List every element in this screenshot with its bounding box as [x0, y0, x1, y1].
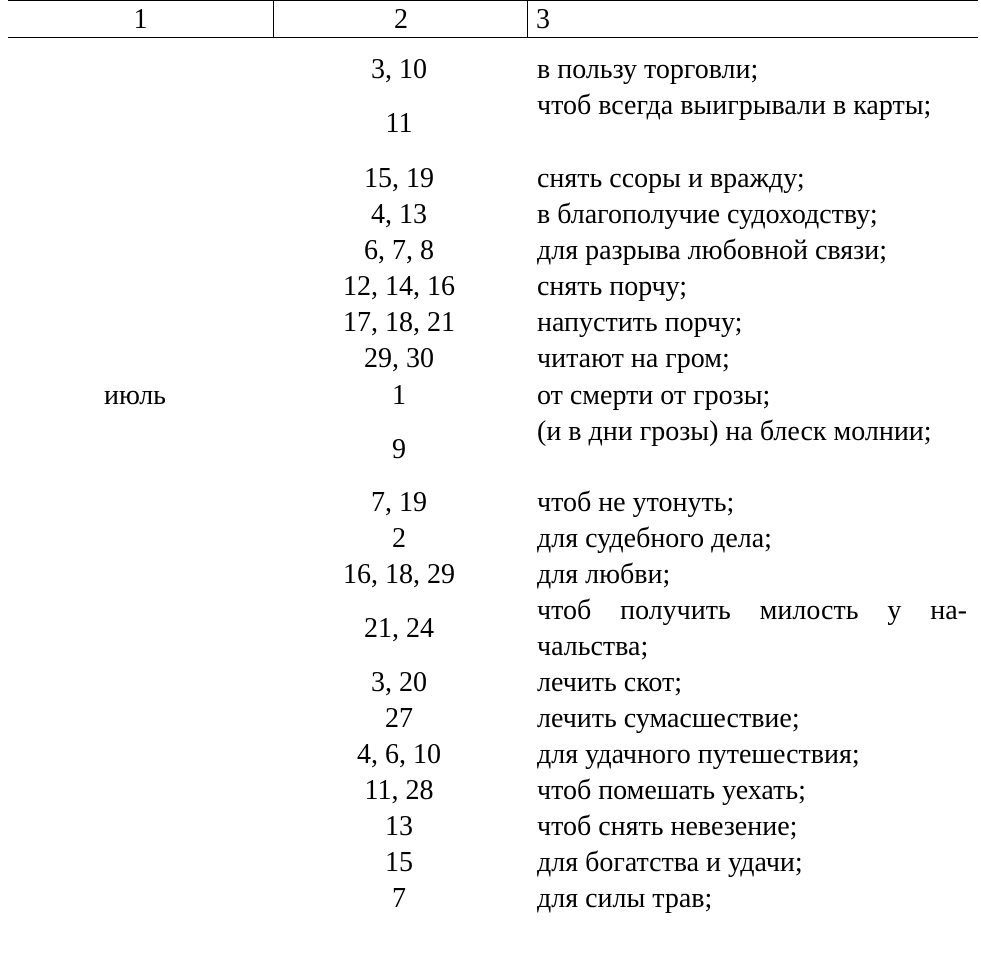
row-days: 7 — [392, 883, 406, 914]
row-purpose: (и в дни грозы) на блеск молнии; — [537, 416, 932, 447]
row-purpose: для богатства и удачи; — [537, 847, 803, 878]
row-days: 13 — [385, 811, 413, 842]
row-purpose: от смерти от грозы; — [537, 380, 771, 411]
row-purpose: чтоб получить милость у на-чальства; — [537, 595, 967, 662]
row-days: 15 — [385, 847, 413, 878]
row-purpose: чтоб всегда выигрывали в карты; — [537, 90, 932, 121]
row-days: 17, 18, 21 — [343, 307, 455, 338]
row-purpose: для разрыва любовной связи; — [537, 235, 887, 266]
row-purpose: снять порчу; — [537, 271, 688, 302]
row-days: 3, 10 — [371, 54, 427, 85]
row-purpose: лечить сумасшествие; — [537, 703, 800, 734]
row-purpose: лечить скот; — [537, 667, 683, 698]
row-days: 12, 14, 16 — [343, 271, 455, 302]
row-days: 11, 28 — [364, 775, 434, 806]
row-purpose: для силы трав; — [537, 883, 713, 914]
row-purpose: для любви; — [537, 559, 671, 590]
row-purpose: чтоб помешать уехать; — [537, 775, 806, 806]
row-purpose: в благополучие судоходству; — [537, 199, 878, 230]
row-days: 6, 7, 8 — [364, 235, 434, 266]
row-purpose: читают на гром; — [537, 343, 730, 374]
row-days: 2 — [392, 523, 406, 554]
month-label: июль — [104, 380, 166, 411]
row-days: 11 — [385, 108, 413, 139]
row-days: 4, 6, 10 — [357, 739, 441, 770]
row-days: 9 — [392, 434, 406, 465]
row-days: 15, 19 — [364, 163, 434, 194]
row-days: 4, 13 — [371, 199, 427, 230]
header-col-2: 2 — [273, 1, 528, 37]
row-purpose: для удачного путешествия; — [537, 739, 860, 770]
row-days: 1 — [392, 380, 406, 411]
row-days: 3, 20 — [371, 667, 427, 698]
row-purpose: для судебного дела; — [537, 523, 772, 554]
row-days: 21, 24 — [364, 613, 434, 644]
row-days: 16, 18, 29 — [343, 559, 455, 590]
row-days: 29, 30 — [364, 343, 434, 374]
table-header — [8, 0, 978, 38]
row-purpose: снять ссоры и вражду; — [537, 163, 805, 194]
row-purpose: в пользу торговли; — [537, 54, 759, 85]
row-days: 27 — [385, 703, 413, 734]
header-col-1: 1 — [133, 4, 148, 35]
row-days: 7, 19 — [371, 487, 427, 518]
row-purpose: чтоб снять невезение; — [537, 811, 798, 842]
header-col-3: 3 — [527, 1, 978, 37]
row-purpose: напустить порчу; — [537, 307, 743, 338]
row-purpose: чтоб не утонуть; — [537, 487, 735, 518]
